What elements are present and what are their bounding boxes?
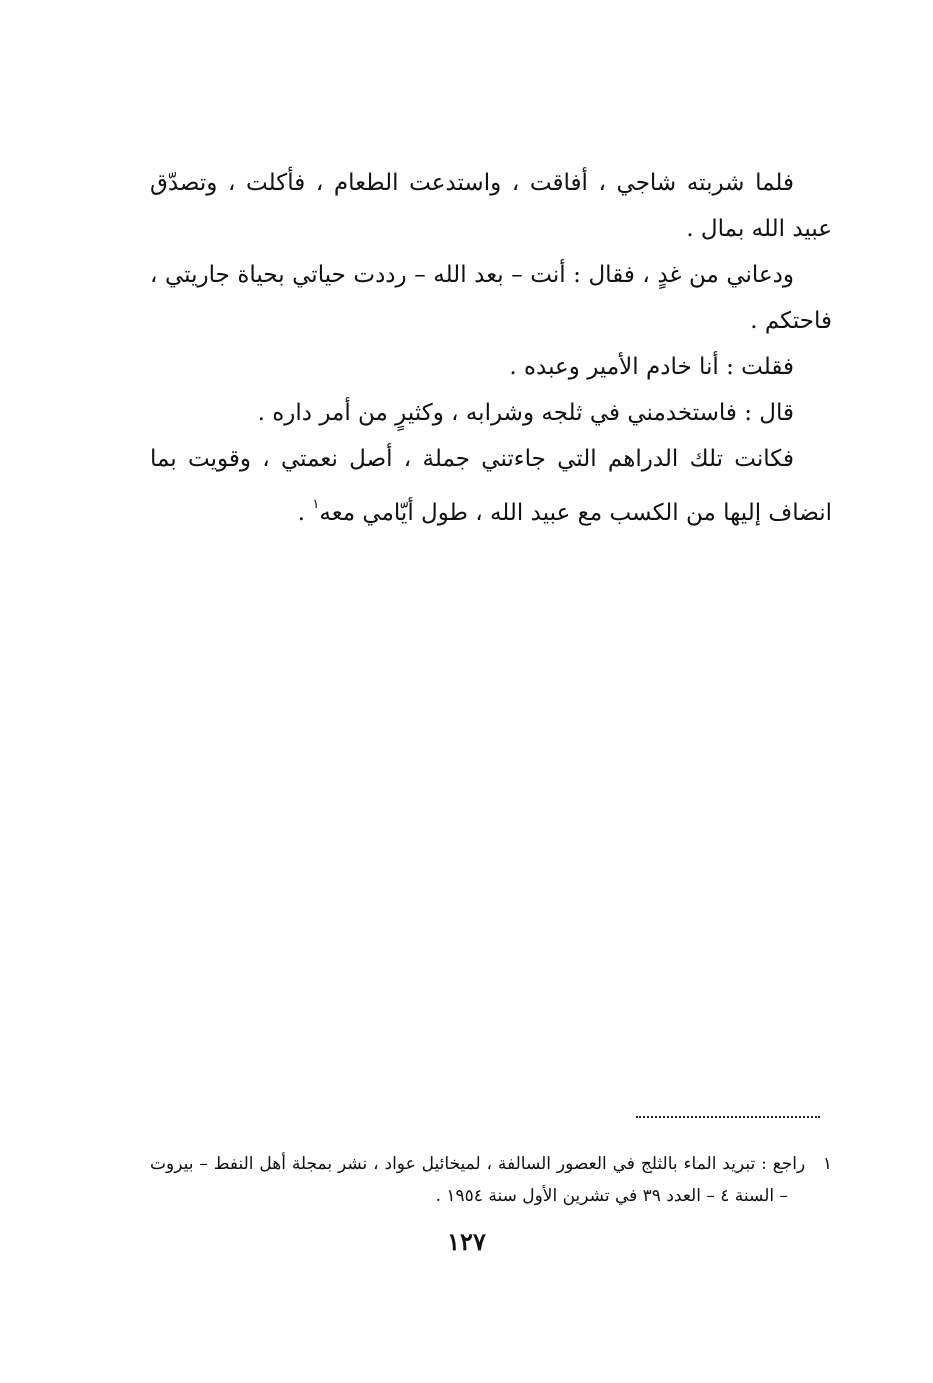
footnote-line: – السنة ٤ – العدد ٣٩ في تشرين الأول سنة ١٩٥٤ .	[435, 1186, 788, 1206]
text-line: فقلت : أنا خادم الأمير وعبده .	[509, 354, 794, 380]
footnote-text: راجع : تبريد الماء بالثلج في العصور السالفة ، لميخائيل عواد ، نشر بمجلة أهل النفط – بيروت	[150, 1154, 806, 1174]
page-number: ١٢٧	[447, 1227, 486, 1256]
text-line: فكانت تلك الدراهم التي جاءتني جملة ، أصل نعمتي ، وقويت بما	[150, 446, 794, 472]
footnote-line	[150, 1148, 832, 1180]
text-line: فلما شربته شاجي ، أفاقت ، واستدعت الطعام ، فأكلت ، وتصدّق	[150, 170, 794, 196]
text-line-with-footnote	[150, 482, 832, 528]
footnote-separator	[636, 1116, 820, 1118]
footnote-marker: ١	[312, 497, 320, 512]
text-line-end: .	[297, 500, 313, 526]
text-line: قال : فاستخدمني في ثلجه وشرابه ، وكثيرٍ من أمر داره .	[257, 400, 794, 426]
text-line: فاحتكم .	[750, 308, 832, 334]
text-line: ودعاني من غدٍ ، فقال : أنت – بعد الله – رددت حياتي بحياة جاريتي ،	[150, 262, 794, 288]
text-line: انضاف إليها من الكسب مع عبيد الله ، طول أيّامي معه	[319, 500, 832, 526]
main-text	[150, 160, 832, 528]
footnote-number: ١	[822, 1154, 832, 1174]
text-line: عبيد الله بمال .	[686, 216, 832, 242]
footnote	[150, 1148, 832, 1212]
